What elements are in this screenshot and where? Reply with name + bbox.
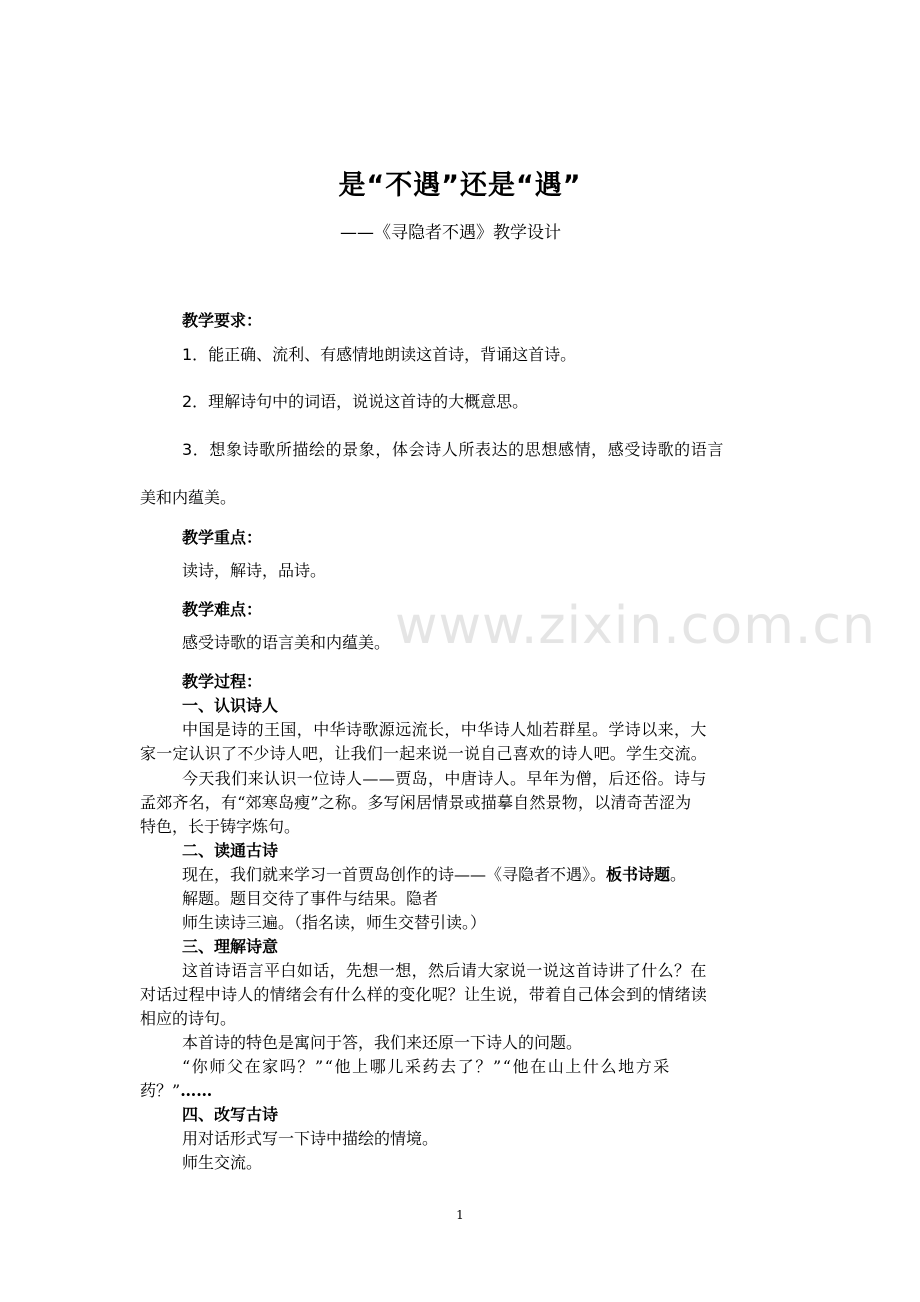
board-writing-label: 板书诗题 bbox=[606, 865, 671, 884]
section-1-para-2-line-1: 今天我们来认识一位诗人——贾岛，中唐诗人。早年为僧，后还俗。诗与 bbox=[182, 769, 707, 788]
difficulties-text: 感受诗歌的语言美和内蕴美。 bbox=[182, 633, 391, 652]
process-heading: 教学过程： bbox=[182, 672, 263, 691]
section-1-para-2-line-2: 孟郊齐名，有“郊寒岛瘦”之称。多写闲居情景或描摹自然景物，以清奇苦涩为 bbox=[140, 793, 692, 812]
section-1-para-1-line-1: 中国是诗的王国，中华诗歌源远流长，中华诗人灿若群星。学诗以来，大 bbox=[182, 720, 707, 739]
section-3-para-1-line-3: 相应的诗句。 bbox=[140, 1009, 237, 1028]
page-number: 1 bbox=[456, 1208, 464, 1222]
document-subtitle: ——《寻隐者不遇》教学设计 bbox=[340, 223, 561, 243]
requirement-item-3-line-2: 美和内蕴美。 bbox=[140, 488, 237, 507]
section-3-para-3-line-2-text: 药？” bbox=[140, 1081, 181, 1100]
key-points-text: 读诗，解诗，品诗。 bbox=[182, 561, 327, 580]
difficulties-heading: 教学难点： bbox=[182, 600, 263, 619]
section-2-para-1-end: 。 bbox=[670, 865, 687, 884]
section-2-para-2: 解题。题目交待了事件与结果。隐者 bbox=[182, 889, 439, 908]
section-3-para-1-line-2: 对话过程中诗人的情绪会有什么样的变化呢？让生说，带着自己体会到的情绪读 bbox=[140, 985, 708, 1004]
section-3-para-3-line-2 bbox=[140, 1078, 212, 1101]
section-1-title: 一、认识诗人 bbox=[182, 696, 279, 715]
requirement-item-1: 1．能正确、流利、有感情地朗读这首诗，背诵这首诗。 bbox=[182, 345, 577, 364]
section-3-para-2: 本首诗的特色是寓问于答，我们来还原一下诗人的问题。 bbox=[182, 1033, 583, 1052]
section-3-para-1-line-1: 这首诗语言平白如话，先想一想，然后请大家说一说这首诗讲了什么？在 bbox=[182, 961, 707, 980]
section-2-para-1 bbox=[182, 862, 686, 885]
watermark: www.zixin.com.cn bbox=[395, 596, 876, 656]
section-3-title: 三、理解诗意 bbox=[182, 937, 279, 956]
key-points-heading: 教学重点： bbox=[182, 528, 263, 547]
ellipsis: …… bbox=[180, 1081, 213, 1100]
section-4-para-2: 师生交流。 bbox=[182, 1153, 263, 1172]
section-2-para-3: 师生读诗三遍。（指名读，师生交替引读。） bbox=[182, 913, 487, 932]
requirements-heading: 教学要求： bbox=[182, 311, 263, 330]
section-1-para-2-line-3: 特色，长于铸字炼句。 bbox=[140, 817, 301, 836]
section-3-para-3-line-1: “你师父在家吗？”“他上哪儿采药去了？”“他在山上什么地方采 bbox=[182, 1057, 671, 1076]
section-4-title: 四、改写古诗 bbox=[182, 1105, 279, 1124]
section-4-para-1: 用对话形式写一下诗中描绘的情境。 bbox=[182, 1129, 439, 1148]
document-title: 是“不遇”还是“遇” bbox=[338, 170, 582, 201]
section-2-title: 二、读通古诗 bbox=[182, 841, 279, 860]
requirement-item-3-line-1: 3．想象诗歌所描绘的景象，体会诗人所表达的思想感情，感受诗歌的语言 bbox=[182, 440, 724, 459]
section-1-para-1-line-2: 家一定认识了不少诗人吧，让我们一起来说一说自己喜欢的诗人吧。学生交流。 bbox=[140, 744, 708, 763]
requirement-item-2: 2．理解诗句中的词语，说说这首诗的大概意思。 bbox=[182, 392, 529, 411]
section-2-para-1-text: 现在，我们就来学习一首贾岛创作的诗——《寻隐者不遇》。 bbox=[182, 865, 607, 884]
